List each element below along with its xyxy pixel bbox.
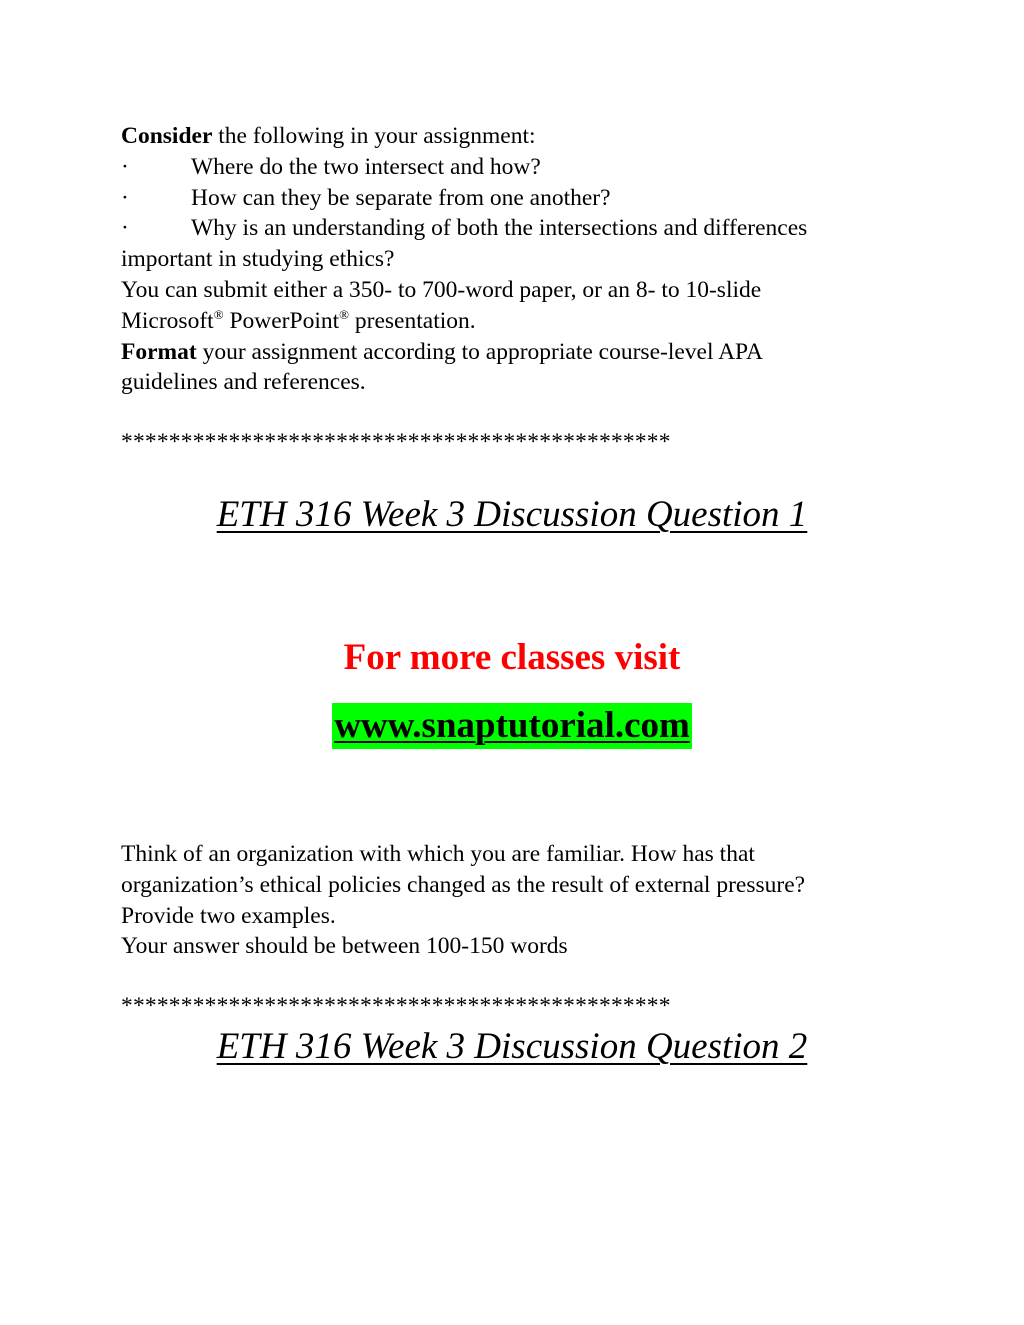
bullet-text: Where do the two intersect and how? bbox=[191, 153, 541, 180]
discussion-prompt bbox=[121, 839, 921, 962]
assignment-instructions bbox=[121, 121, 921, 398]
heading-question-1-text: ETH 316 Week 3 Discussion Question 1 bbox=[216, 494, 808, 535]
prompt-line: organization’s ethical policies changed as the result of external pressure? bbox=[121, 871, 806, 898]
promo-link-wrapper bbox=[0, 703, 1024, 749]
bullet-dot: · bbox=[121, 184, 129, 211]
prompt-line: Your answer should be between 100-150 words bbox=[121, 933, 568, 960]
promo-visit-text: For more classes visit bbox=[343, 637, 681, 678]
snaptutorial-link[interactable]: www.snaptutorial.com bbox=[332, 703, 692, 749]
consider-text: the following in your assignment: bbox=[212, 123, 536, 149]
microsoft-text: Microsoft bbox=[121, 307, 214, 334]
submit-line-2 bbox=[121, 306, 921, 337]
presentation-text: presentation. bbox=[349, 307, 476, 334]
bullet-continuation: important in studying ethics? bbox=[121, 246, 395, 273]
submit-line: You can submit either a 350- to 700-word paper, or an 8- to 10-slide bbox=[121, 276, 762, 303]
registered-mark: ® bbox=[339, 306, 350, 322]
prompt-line: Think of an organization with which you are familiar. How has that bbox=[121, 841, 755, 867]
format-line-2: guidelines and references. bbox=[121, 369, 366, 396]
powerpoint-text: PowerPoint bbox=[223, 307, 340, 334]
bullet-item bbox=[121, 183, 921, 214]
separator-stars: ********************************************** bbox=[121, 429, 671, 455]
bullet-dot: · bbox=[121, 215, 129, 242]
separator-stars: ********************************************** bbox=[121, 993, 671, 1019]
bullet-dot: · bbox=[121, 153, 129, 180]
format-label: Format bbox=[121, 338, 197, 365]
bullet-text: Why is an understanding of both the intersections and differences bbox=[191, 215, 808, 242]
heading-question-2 bbox=[0, 1025, 1024, 1069]
format-line bbox=[121, 337, 921, 368]
bullet-item bbox=[121, 152, 921, 183]
consider-line bbox=[121, 121, 921, 152]
registered-mark: ® bbox=[213, 306, 224, 322]
prompt-line: Provide two examples. bbox=[121, 902, 336, 929]
consider-label: Consider bbox=[121, 123, 213, 149]
heading-question-2-text: ETH 316 Week 3 Discussion Question 2 bbox=[216, 1026, 808, 1067]
bullet-item bbox=[121, 213, 921, 244]
bullet-text: How can they be separate from one another? bbox=[191, 184, 611, 211]
format-text: your assignment according to appropriate course-level APA bbox=[196, 338, 763, 365]
heading-question-1 bbox=[0, 493, 1024, 537]
